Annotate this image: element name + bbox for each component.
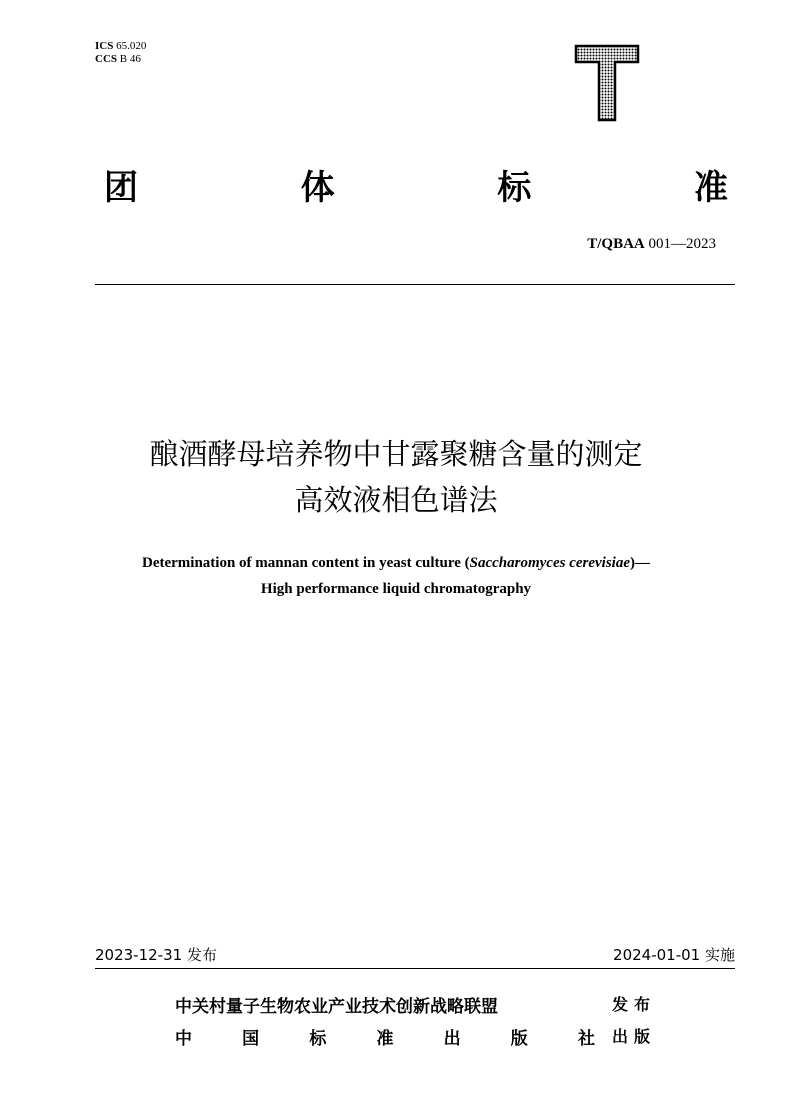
ccs-label: CCS — [95, 53, 118, 65]
press-name — [175, 1024, 595, 1049]
press-char: 标 — [309, 1029, 327, 1049]
title-cn-line2: 高效液相色谱法 — [294, 483, 498, 517]
press-char: 版 — [510, 1029, 528, 1049]
issue-date: 2023-12-31 发布 — [95, 946, 217, 964]
standard-number-prefix: T/QBAA — [587, 236, 645, 252]
title-cn-line1: 酿酒酵母培养物中甘露聚糖含量的测定 — [149, 437, 643, 471]
standard-type-char: 准 — [693, 168, 728, 208]
standard-type-char: 团 — [104, 168, 138, 208]
classification-codes — [95, 40, 146, 66]
title-en-line1-b: )— — [630, 555, 650, 571]
issuer-role: 发布 — [612, 995, 657, 1014]
press-role: 出版 — [612, 1027, 657, 1046]
issuer-text: 中关村量子生物农业产业技术创新战略联盟 — [175, 997, 498, 1017]
standard-number-suffix: 001—2023 — [648, 236, 716, 252]
press-char: 准 — [376, 1029, 394, 1049]
issuer-name — [175, 992, 595, 1017]
header-divider — [95, 284, 735, 285]
implement-date: 2024-01-01 实施 — [613, 946, 735, 964]
press-char: 出 — [443, 1029, 461, 1049]
ics-label: ICS — [95, 40, 114, 52]
press-char: 社 — [577, 1029, 595, 1049]
press-char: 中 — [175, 1029, 192, 1049]
press-char: 国 — [242, 1029, 260, 1049]
title-en-line1 — [0, 550, 792, 576]
standard-type-char: 标 — [497, 168, 532, 208]
standard-type-char: 体 — [300, 168, 335, 208]
title-en-line1-a: Determination of mannan content in yeast culture ( — [142, 555, 470, 571]
standard-number — [587, 236, 716, 253]
standard-type-heading — [104, 160, 728, 209]
ccs-value: B 46 — [119, 53, 141, 65]
t-logo-mark — [574, 42, 640, 122]
ics-value: 65.020 — [116, 40, 147, 52]
footer-divider — [95, 968, 735, 969]
title-en-species: Saccharomyces cerevisiae — [469, 555, 630, 571]
title-en-line2: High performance liquid chromatography — [260, 581, 532, 597]
